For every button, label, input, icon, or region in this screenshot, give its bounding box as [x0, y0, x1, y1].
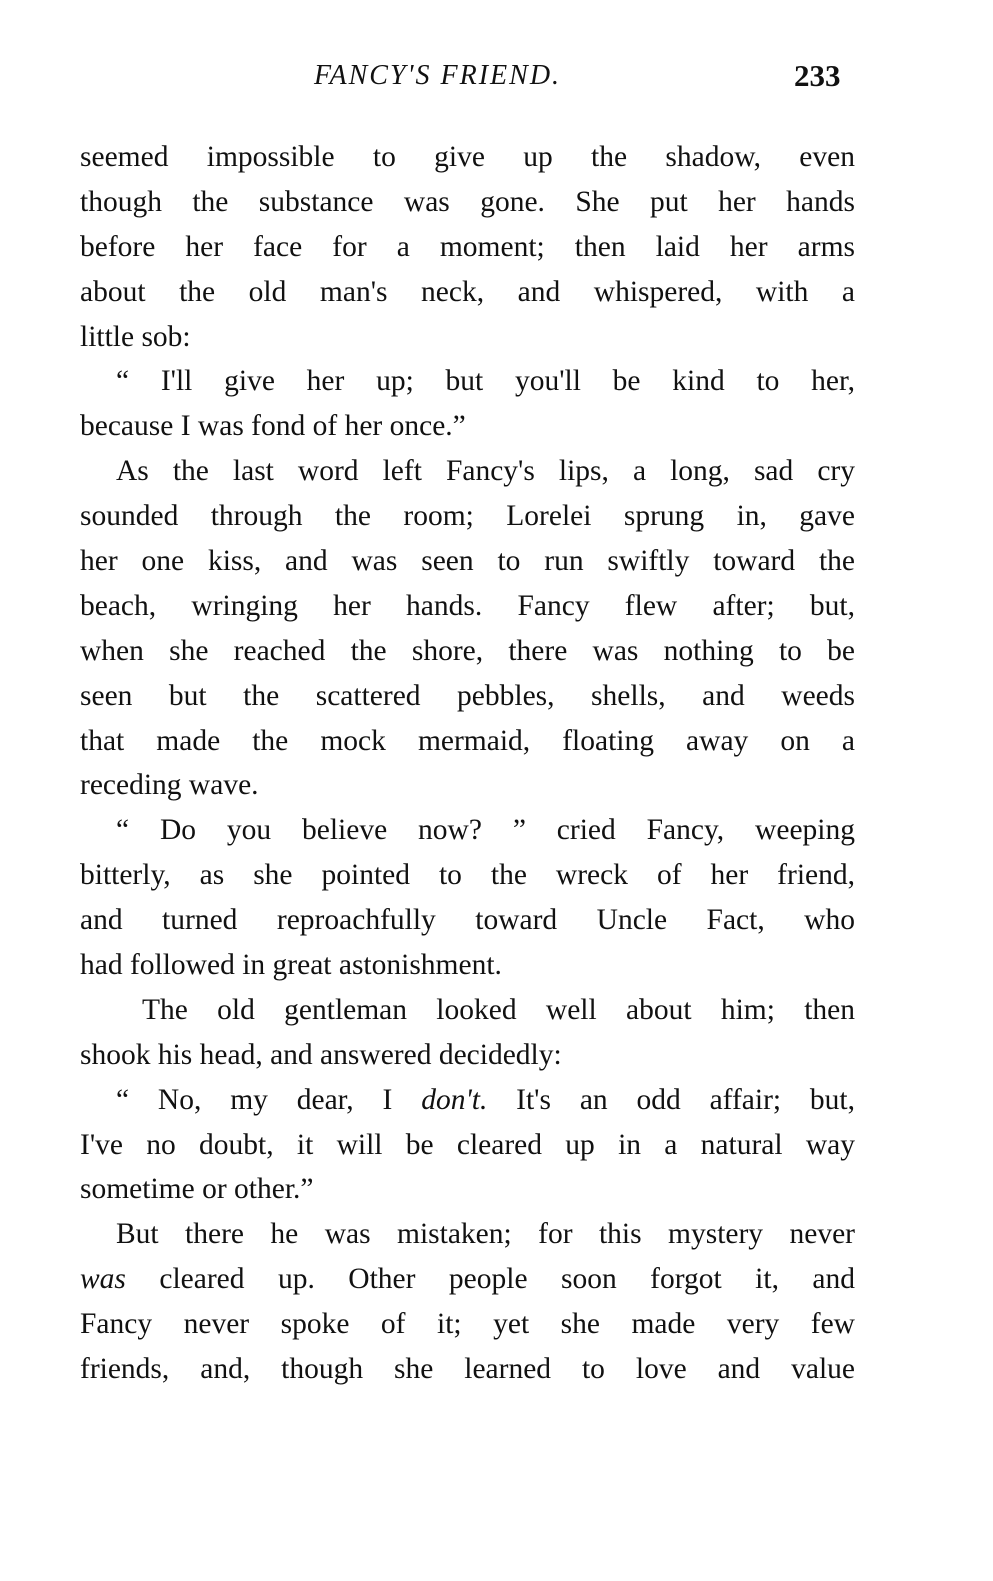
text-line: I've no doubt, it will be cleared up in a natural way — [80, 1128, 855, 1161]
text-line: little sob: — [80, 320, 191, 353]
text-line: and turned reproachfully toward Uncle Fact, who — [80, 904, 855, 937]
text-line: But there he was mistaken; for this mystery never — [116, 1218, 855, 1251]
text-line: Fancy never spoke of it; yet she made very few — [80, 1308, 855, 1341]
text-line: receding wave. — [80, 769, 259, 802]
emphasis-text: was — [80, 1263, 126, 1296]
emphasis-text: don't. — [421, 1083, 488, 1116]
text-line: had followed in great astonishment. — [80, 949, 502, 982]
text-line: As the last word left Fancy's lips, a long, sad cry — [116, 455, 855, 488]
text-line: The old gentleman looked well about him; then — [142, 993, 855, 1026]
paragraph-1 — [80, 135, 855, 359]
text-line: though the substance was gone. She put her hands — [80, 185, 855, 218]
text-line: that made the mock mermaid, floating away on a — [80, 724, 855, 757]
text-line: beach, wringing her hands. Fancy flew after; but, — [80, 589, 855, 622]
text-line: before her face for a moment; then laid her arms — [80, 230, 855, 263]
text-line: seemed impossible to give up the shadow, even — [80, 141, 855, 173]
text-line: when she reached the shore, there was nothing to be — [80, 634, 855, 667]
text-line: “ I'll give her up; but you'll be kind to her, — [116, 365, 855, 398]
text-line: bitterly, as she pointed to the wreck of her friend, — [80, 859, 855, 892]
running-title: FANCY'S FRIEND. — [314, 60, 562, 91]
text-line: about the old man's neck, and whispered, with a — [80, 275, 855, 308]
text-line — [80, 1257, 855, 1302]
text-segment: cleared up. Other people soon forgot it, and — [125, 1263, 855, 1296]
paragraph-2 — [80, 359, 855, 449]
text-line: “ Do you believe now? ” cried Fancy, weeping — [116, 814, 855, 847]
text-line: her one kiss, and was seen to run swiftly toward the — [80, 545, 855, 578]
paragraph-4 — [80, 808, 855, 988]
paragraph-7 — [80, 1212, 855, 1392]
paragraph-6 — [80, 1078, 855, 1213]
text-segment: “ No, my dear, I — [116, 1083, 422, 1116]
running-head — [0, 58, 993, 98]
text-line: sometime or other.” — [80, 1173, 314, 1206]
text-line: seen but the scattered pebbles, shells, and weeds — [80, 679, 855, 712]
text-line: friends, and, though she learned to love and value — [80, 1353, 855, 1386]
paragraph-5 — [80, 988, 855, 1078]
body-text — [80, 135, 855, 1392]
text-line — [80, 1078, 855, 1123]
text-line: shook his head, and answered decidedly: — [80, 1038, 562, 1071]
text-line: because I was fond of her once.” — [80, 410, 466, 443]
text-line: sounded through the room; Lorelei sprung in, gave — [80, 500, 855, 533]
paragraph-3 — [80, 449, 855, 808]
page-number: 233 — [794, 58, 841, 93]
text-segment: It's an odd affair; but, — [487, 1083, 856, 1116]
